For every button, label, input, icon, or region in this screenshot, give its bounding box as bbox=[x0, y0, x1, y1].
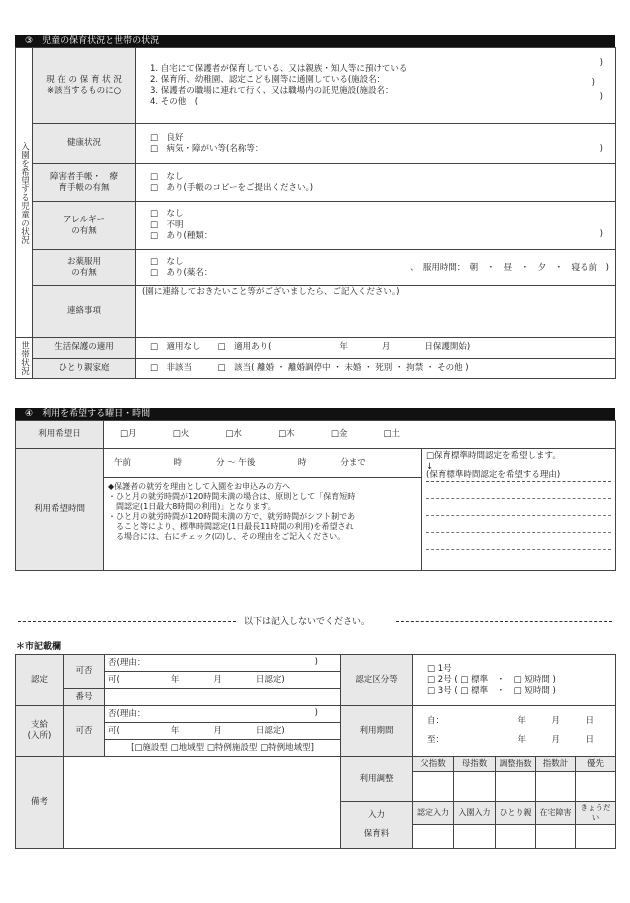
bangou-label: 番号 bbox=[64, 689, 105, 706]
shikyu-hi-field[interactable]: 否(理由： ) bbox=[105, 706, 341, 723]
adjust-cell[interactable] bbox=[496, 772, 536, 802]
adjust-col-header: 調整指数 bbox=[496, 757, 536, 772]
medicine-timing: 、 服用時間： 朝 ・ 昼 ・ 夕 ・ 寝る前 ) bbox=[410, 263, 609, 273]
input-cell[interactable] bbox=[496, 825, 536, 849]
welfare-options[interactable]: □ 適用なし □ 適用あり( 年 月 日保護開始) bbox=[136, 338, 616, 359]
allergy-options[interactable]: □ なし □ 不明 □ あり(種類： ) bbox=[136, 202, 616, 250]
office-title: ＊市記載欄 bbox=[16, 642, 62, 652]
child-status-side-label: 入園を希望する児童の状況 bbox=[16, 48, 33, 338]
contact-note: (園に連絡しておきたいこと等がございましたら、ご記入ください。) bbox=[142, 287, 400, 297]
care-option[interactable]: 3. 保護者の職場に連れて行く、又は職場内の託児施設(施設名： bbox=[150, 85, 394, 96]
time-range[interactable]: 午前 時 分 ～ 午後 時 分まで bbox=[104, 449, 421, 478]
input-col-header: 認定入力 bbox=[413, 802, 454, 825]
period-label: 利用期間 bbox=[341, 706, 413, 757]
standard-time-cell[interactable] bbox=[422, 449, 616, 571]
kahi-label: 可否 bbox=[64, 655, 105, 689]
input-cell[interactable] bbox=[576, 825, 616, 849]
input-col-header: ひとり親 bbox=[496, 802, 536, 825]
adjust-col-header: 指数計 bbox=[536, 757, 576, 772]
care-option[interactable]: 2. 保育所、幼稚園、認定こども園等に通園している(施設名： bbox=[150, 74, 386, 85]
nintei-label: 認定 bbox=[16, 655, 64, 706]
divider-right bbox=[396, 621, 612, 622]
bikou-label: 備考 bbox=[16, 757, 64, 849]
day-checkbox[interactable]: □木 bbox=[278, 429, 295, 439]
section4-header: ④ 利用を希望する曜日・時間 bbox=[15, 408, 615, 420]
input-cell[interactable] bbox=[536, 825, 576, 849]
time-label: 利用希望時間 bbox=[16, 449, 104, 571]
adjust-label: 利用調整 bbox=[341, 757, 413, 802]
day-checkbox[interactable]: □土 bbox=[383, 429, 401, 439]
adjust-cell[interactable] bbox=[536, 772, 576, 802]
adjust-cell[interactable] bbox=[413, 772, 454, 802]
allergy-label: アレルギー の有無 bbox=[33, 202, 136, 250]
time-cell[interactable]: 午前 時 分 ～ 午後 時 分まで ◆保護者の就労を理由として入園をお申込みの方へ ・ひと月の就労時間が120時間未満の場合は、原則として「保育短時 間認定(1日最大8時間の利用)」となります。 ・ひと月の就労時間が120時間未満の方で、就労時間がシフト制であ ること等により、標準時間認定(1日最長11時間の利用)を希望され る場合には、右にチェック(☑)し、その理由をご記入ください。 bbox=[104, 449, 422, 571]
office-table bbox=[15, 654, 616, 849]
care-option[interactable]: 1. 自宅にて保護者が保育している、又は親族・知人等に預けている bbox=[150, 63, 408, 74]
adjust-cell[interactable] bbox=[576, 772, 616, 802]
adjust-col-header: 優先 bbox=[576, 757, 616, 772]
single-parent-options[interactable]: □ 非該当 □ 該当( 離婚 ・ 離婚調停中 ・ 未婚 ・ 死別 ・ 拘禁 ・ その他 ) bbox=[136, 358, 616, 379]
nintei-hi-field[interactable]: 否(理由： ) bbox=[105, 655, 341, 672]
divider-left bbox=[18, 621, 236, 622]
kubun-label: 認定区分等 bbox=[341, 655, 413, 706]
medicine-options[interactable]: □ なし □ あり(薬名： 、 服用時間： 朝 ・ 昼 ・ 夕 ・ 寝る前 ) bbox=[136, 250, 616, 286]
input-col-header: 在宅障害 bbox=[536, 802, 576, 825]
contact-label: 連絡事項 bbox=[33, 286, 136, 338]
disability-book-options[interactable]: □ なし □ あり(手帳のコピーをご提出ください。) bbox=[136, 164, 616, 202]
medicine-label: お薬服用 の有無 bbox=[33, 250, 136, 286]
input-col-header: 入園入力 bbox=[454, 802, 496, 825]
shikyu-ka-field[interactable]: 可( 年 月 日認定) bbox=[105, 723, 341, 740]
standard-time-checkbox[interactable]: □保育標準時間認定を希望します。 bbox=[426, 451, 561, 461]
day-checkbox[interactable]: □水 bbox=[225, 429, 242, 439]
schedule-table bbox=[15, 420, 616, 571]
nintei-ka-field[interactable]: 可( 年 月 日認定) bbox=[105, 672, 341, 689]
days-options[interactable] bbox=[104, 421, 616, 449]
day-checkbox[interactable]: □火 bbox=[172, 429, 190, 439]
household-side-label: 世帯状況 bbox=[16, 338, 33, 379]
care-status-options[interactable]: 1. 自宅にて保護者が保育している、又は親族・知人等に預けている 2. 保育所、幼稚園、認定こども園等に通園している(施設名： 3. 保護者の職場に連れて行く、又は職場内の託児施設(施設名： 4. その他 ( ) ) ) bbox=[136, 48, 616, 124]
shikyu-label: 支給 (入所) bbox=[16, 706, 64, 757]
adjust-col-header: 母指数 bbox=[454, 757, 496, 772]
day-checkbox[interactable]: □月 bbox=[120, 429, 137, 439]
care-status-label: 現 在 の 保 育 状 況 ※該当するものに○ bbox=[33, 48, 136, 124]
input-fee-label: 入力 保育料 bbox=[341, 802, 413, 849]
bangou-field[interactable] bbox=[105, 689, 341, 706]
input-cell[interactable] bbox=[413, 825, 454, 849]
shikyu-kahi-label: 可否 bbox=[64, 706, 105, 757]
kubun-options[interactable]: □ 1号 □ 2号 ( □ 標準 ・ □ 短時間 ) □ 3号 ( □ 標準 ・ □ 短時間 ) bbox=[413, 655, 616, 706]
disability-book-label: 障害者手帳・ 療 育手帳の有無 bbox=[33, 164, 136, 202]
child-status-table bbox=[15, 47, 616, 379]
section3-header: ③ 児童の保育状況と世帯の状況 bbox=[15, 35, 615, 47]
welfare-label: 生活保護の適用 bbox=[33, 338, 136, 359]
period-field[interactable]: 自： 年 月 日 至： 年 月 日 bbox=[413, 706, 616, 757]
single-parent-label: ひとり親家庭 bbox=[33, 358, 136, 379]
health-label: 健康状況 bbox=[33, 124, 136, 164]
health-options[interactable]: □ 良好 □ 病気・障がい等(名称等： ) bbox=[136, 124, 616, 164]
input-cell[interactable] bbox=[454, 825, 496, 849]
reason-label: (保育標準時間認定を希望する理由) bbox=[426, 470, 611, 482]
adjust-cell[interactable] bbox=[454, 772, 496, 802]
care-option[interactable]: 4. その他 ( bbox=[150, 96, 199, 107]
input-col-header: きょうだい bbox=[576, 802, 616, 825]
day-checkbox[interactable]: □金 bbox=[330, 429, 348, 439]
bikou-field[interactable] bbox=[64, 757, 341, 849]
days-label: 利用希望日 bbox=[16, 421, 104, 449]
arrow-down-icon: ↓ bbox=[426, 462, 434, 472]
adjust-col-header: 父指数 bbox=[413, 757, 454, 772]
divider-text: 以下は記入しないでください。 bbox=[244, 617, 371, 627]
contact-field[interactable] bbox=[136, 286, 616, 338]
facility-types[interactable]: [□施設型 □地域型 □特例施設型 □特例地域型] bbox=[105, 740, 341, 757]
